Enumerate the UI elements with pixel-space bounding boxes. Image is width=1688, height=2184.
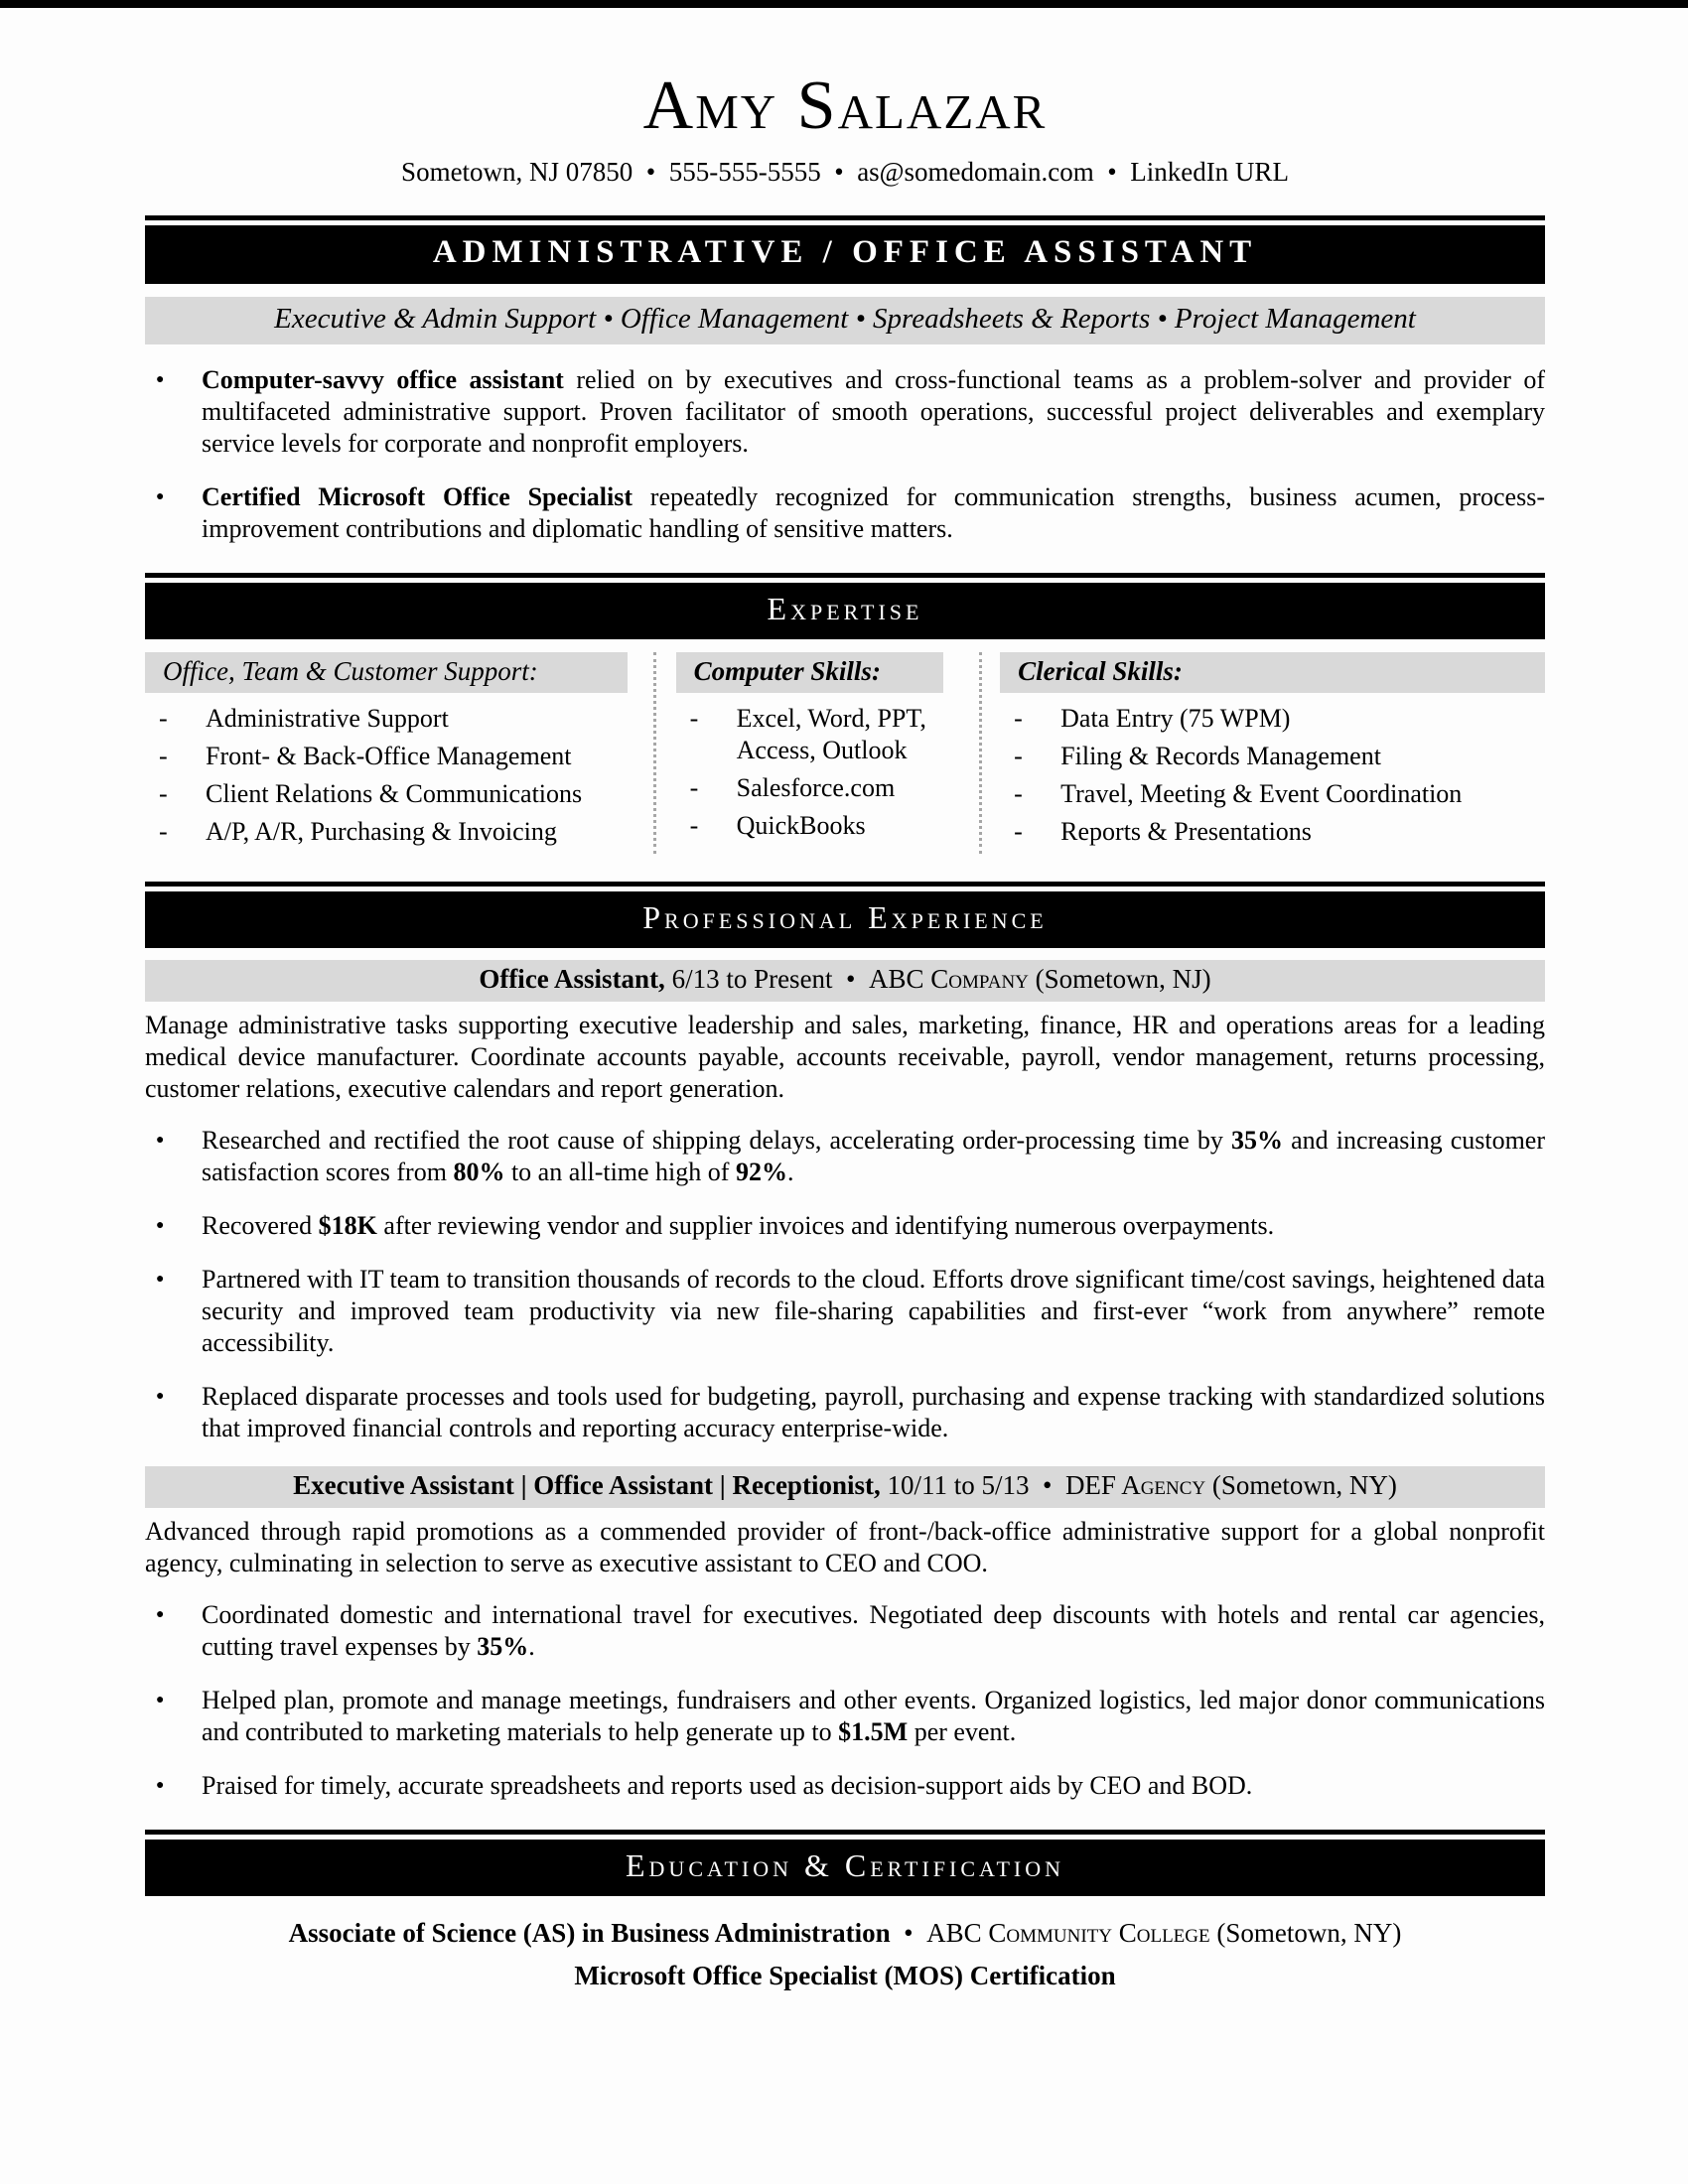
expertise-item: - Filing & Records Management [1000, 741, 1545, 772]
expertise-item: - Front- & Back-Office Management [145, 741, 653, 772]
summary-item: ● Certified Microsoft Office Specialist repeatedly recognized for communication strengths, business acumen, process-improvement contributions and diplomatic handling of sensitive matters. [145, 481, 1545, 545]
education-certification-line: Microsoft Office Specialist (MOS) Certification [574, 1960, 1116, 1990]
expertise-item: - A/P, A/R, Purchasing & Invoicing [145, 816, 653, 848]
page-top-border [0, 0, 1688, 8]
job-bullet: ● Partnered with IT team to transition thousands of records to the cloud. Efforts drove significant time/cost savings, heightened data security and improved team productivity via new file-sharing capabilities and first-ever “work from anywhere” remote accessibility. [145, 1264, 1545, 1359]
column-header: Office, Team & Customer Support: [145, 652, 628, 693]
expertise-item: - Client Relations & Communications [145, 778, 653, 810]
specialties-bar: Executive & Admin Support • Office Management • Spreadsheets & Reports • Project Management [145, 297, 1545, 344]
expertise-item-list [1000, 703, 1545, 848]
expertise-item: - Reports & Presentations [1000, 816, 1545, 848]
job-entry-executive-assistant [145, 1466, 1545, 1802]
expertise-column-clerical-skills [982, 652, 1545, 854]
summary-item: ● Computer-savvy office assistant relied on by executives and cross-functional teams as a problem-solver and provider of multifaceted administrative support. Proven facilitator of smooth operations, successful project deliverables and exemplary service levels for corporate and nonprofit employers. [145, 364, 1545, 460]
column-header: Clerical Skills: [1000, 652, 1545, 693]
job-summary: Manage administrative tasks supporting executive leadership and sales, marketing, finance, HR and operations areas for a leading medical device manufacturer. Coordinate accounts payable, accounts receivable, payroll, vendor management, returns processing, customer relations, executive calendars and report generation. [145, 1010, 1545, 1103]
expertise-item: - Salesforce.com [676, 772, 980, 804]
education-heading: Education & Certification [145, 1840, 1545, 1896]
professional-experience-heading: Professional Experience [145, 891, 1545, 948]
expertise-item: - QuickBooks [676, 810, 980, 842]
education-degree-line: Associate of Science (AS) in Business Administration • ABC Community College (Sometown, NY) [288, 1917, 1402, 1948]
expertise-item: - Data Entry (75 WPM) [1000, 703, 1545, 735]
job-bullet: ● Helped plan, promote and manage meetings, fundraisers and other events. Organized logistics, led major donor communications and contributed to marketing materials to help generate up to $1.5M per event. [145, 1685, 1545, 1748]
expertise-column-computer-skills [656, 652, 983, 854]
job-bullet: ● Coordinated domestic and international travel for executives. Negotiated deep discounts with hotels and rental car agencies, cutting travel expenses by 35%. [145, 1599, 1545, 1663]
expertise-heading: Expertise [145, 583, 1545, 639]
title-banner [145, 215, 1545, 284]
contact-line: Sometown, NJ 07850 • 555-555-5555 • as@somedomain.com • LinkedIn URL [401, 156, 1289, 187]
expertise-item-list [676, 703, 980, 842]
resume-content [0, 69, 1688, 1991]
expertise-item: - Administrative Support [145, 703, 653, 735]
expertise-column-office-support [145, 652, 656, 854]
job-entry-office-assistant [145, 960, 1545, 1444]
expertise-item: - Excel, Word, PPT, Access, Outlook [676, 703, 980, 766]
summary-list [145, 364, 1545, 545]
section-banner-professional-experience [145, 882, 1545, 948]
candidate-name: Amy Salazar [642, 68, 1048, 144]
job-bullet: ● Recovered $18K after reviewing vendor and supplier invoices and identifying numerous overpayments. [145, 1210, 1545, 1242]
job-bullet-list [145, 1125, 1545, 1444]
column-header: Computer Skills: [676, 652, 944, 693]
section-banner-education [145, 1830, 1545, 1896]
expertise-columns [145, 652, 1545, 854]
section-banner-expertise [145, 573, 1545, 639]
job-bullet: ● Praised for timely, accurate spreadsheets and reports used as decision-support aids by CEO and BOD. [145, 1770, 1545, 1802]
job-bullet: ● Replaced disparate processes and tools used for budgeting, payroll, purchasing and expense tracking with standardized solutions that improved financial controls and reporting accuracy enterprise-wide. [145, 1381, 1545, 1444]
expertise-item-list [145, 703, 653, 848]
job-header: Office Assistant, 6/13 to Present • ABC Company (Sometown, NJ) [145, 960, 1545, 1002]
title-banner-text: ADMINISTRATIVE / OFFICE ASSISTANT [145, 225, 1545, 284]
job-bullet: ● Researched and rectified the root cause of shipping delays, accelerating order-processing time by 35% and increasing customer satisfaction scores from 80% to an all-time high of 92%. [145, 1125, 1545, 1188]
expertise-item: - Travel, Meeting & Event Coordination [1000, 778, 1545, 810]
job-bullet-list [145, 1599, 1545, 1802]
job-header: Executive Assistant | Office Assistant | Receptionist, 10/11 to 5/13 • DEF Agency (Sometown, NY) [145, 1466, 1545, 1508]
job-summary: Advanced through rapid promotions as a commended provider of front-/back-office administrative support for a global nonprofit agency, culminating in selection to serve as executive assistant to CEO and COO. [145, 1516, 1545, 1577]
